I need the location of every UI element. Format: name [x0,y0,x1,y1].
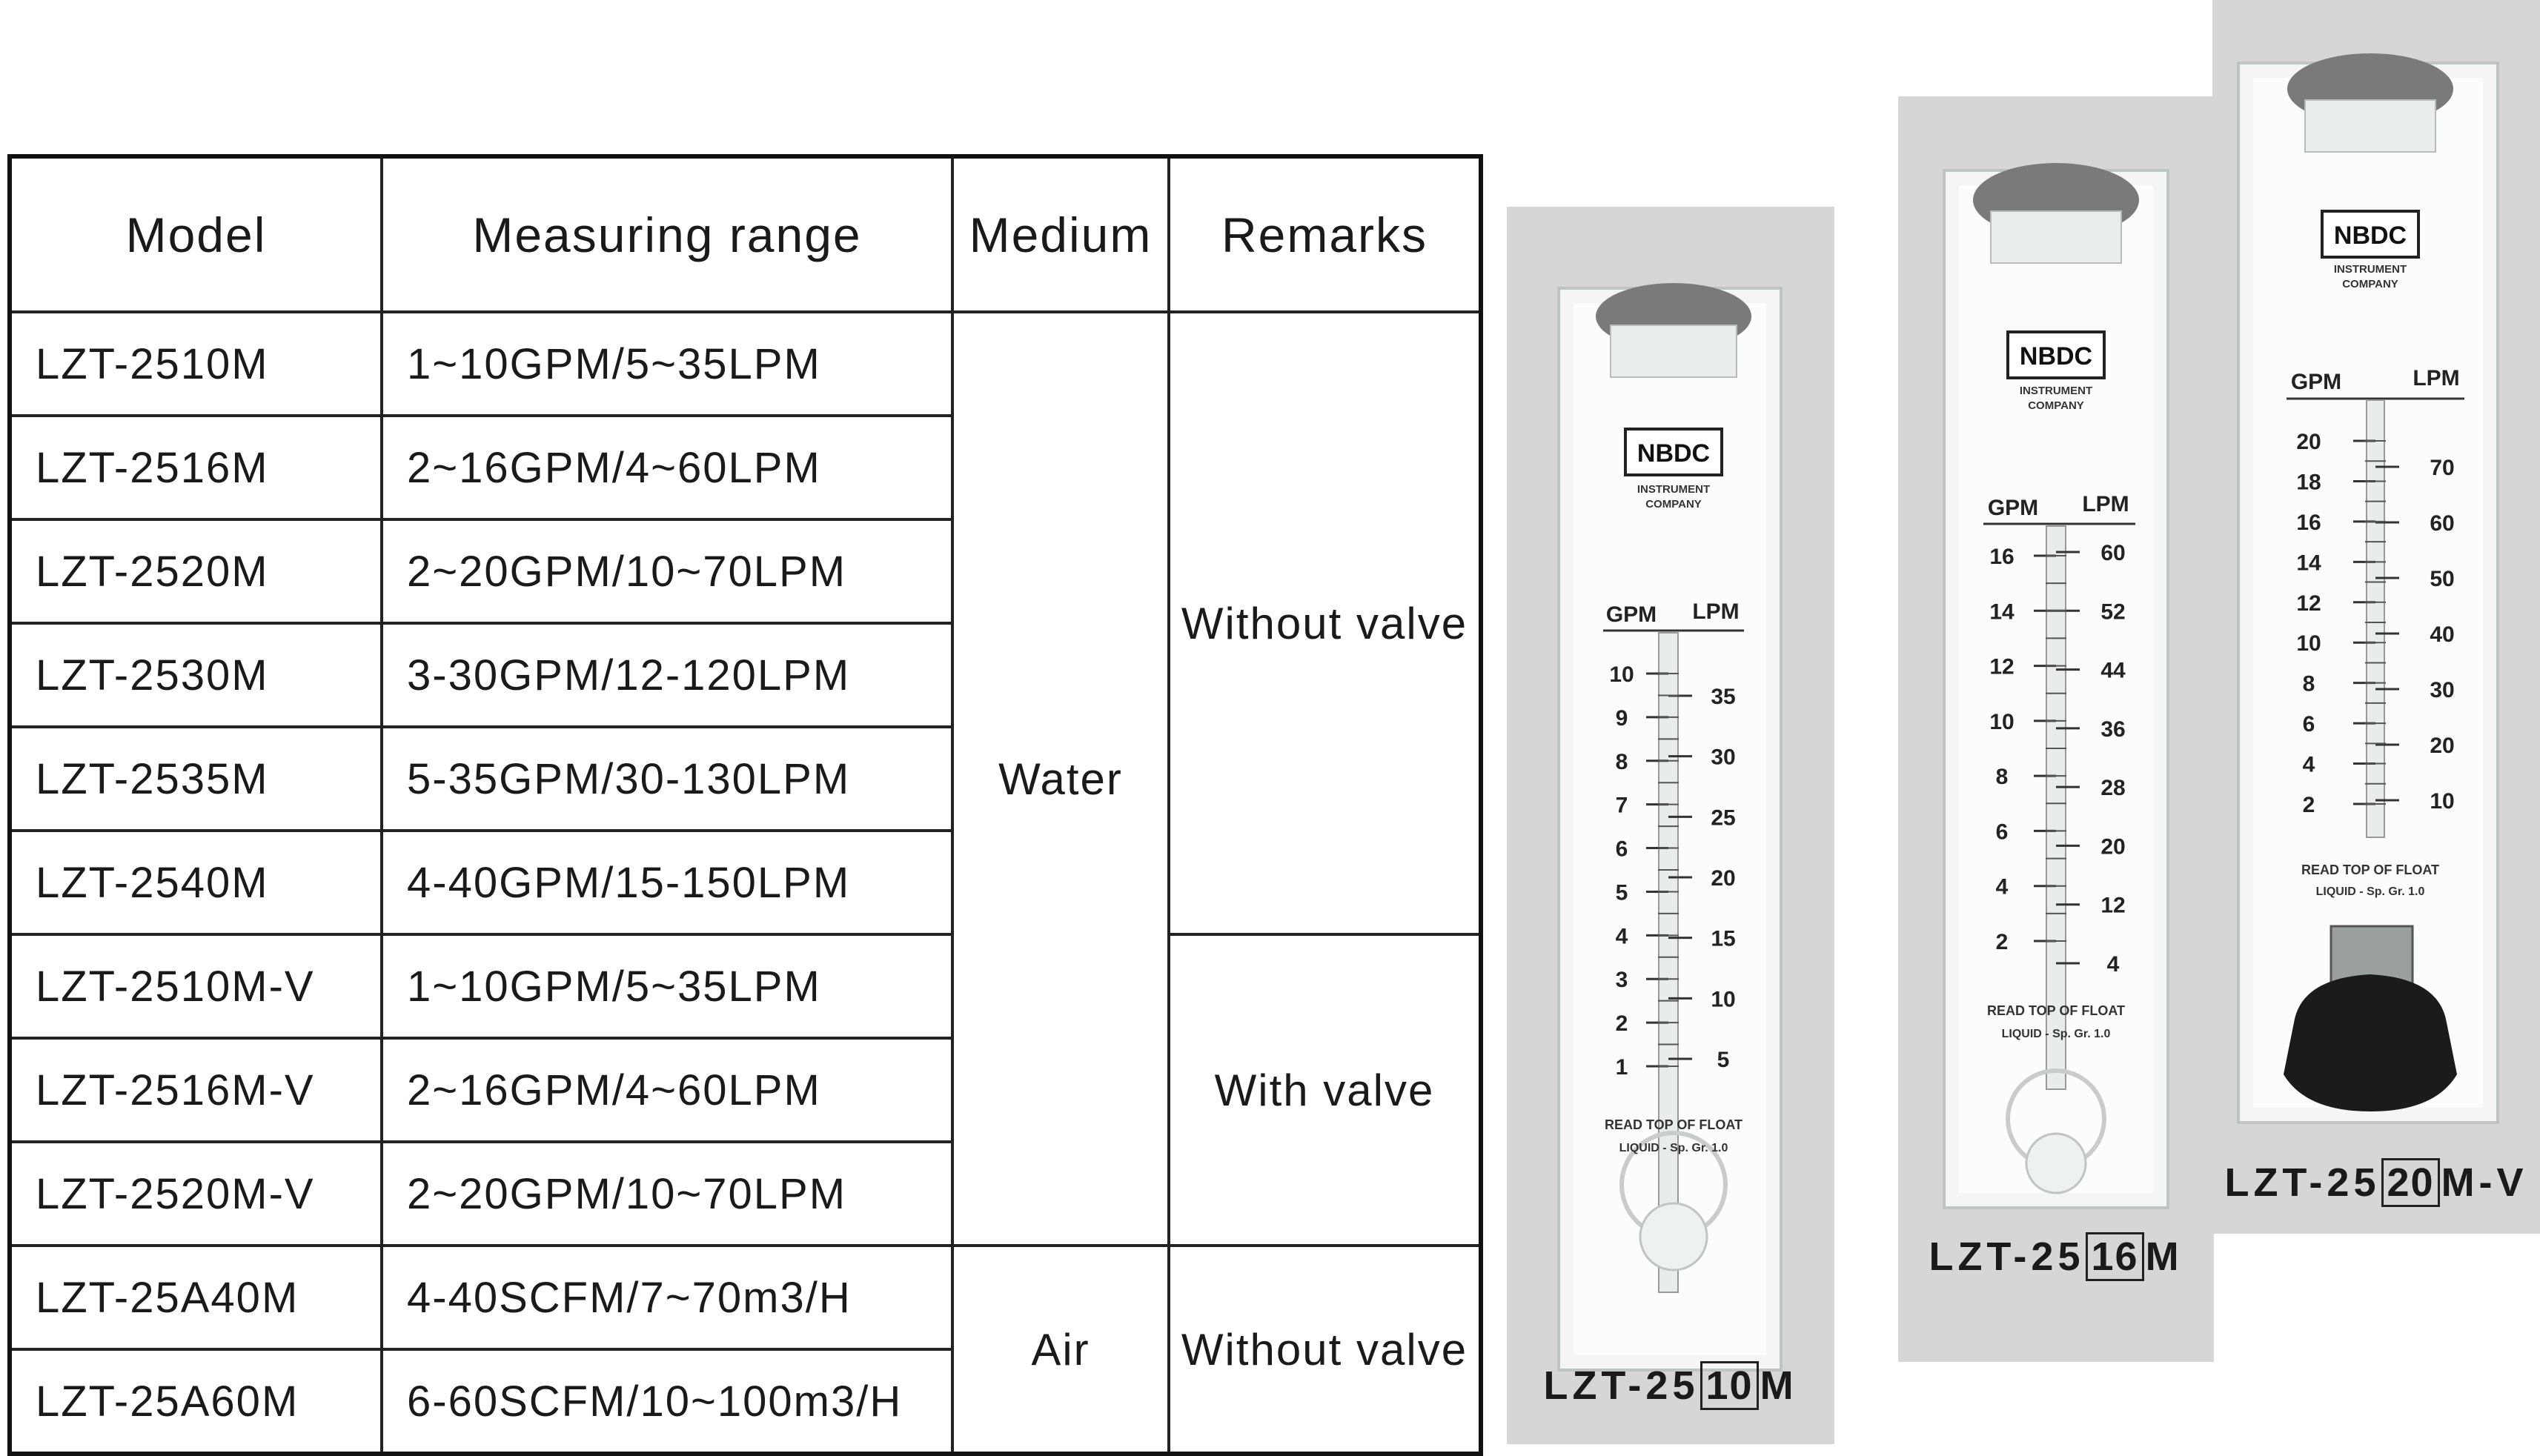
scale-label-left: 5 [1615,880,1628,905]
scale-label-right: 20 [2430,734,2455,758]
scale-label-right: 40 [2430,622,2455,647]
product-caption: LZT-25 20 M-V [2212,1160,2540,1206]
scale-label-right: 15 [1711,926,1736,951]
scale-label-right: 60 [2430,511,2455,536]
unit-lpm: LPM [2413,366,2460,390]
scale-label-right: 12 [2100,893,2126,918]
range-cell: 3-30GPM/12-120LPM [382,623,952,727]
scale-label-left: 2 [1615,1011,1628,1037]
scale-label-left: 20 [2296,430,2321,454]
medium-water-cell: Water [952,312,1169,1246]
flowmeter-2520m-v-illustration [2212,0,2540,1234]
scale-label-left: 14 [2296,551,2321,576]
scale-label-right: 30 [1711,745,1736,770]
scale-label-left: 8 [2302,671,2315,697]
model-cell: LZT-2535M [10,727,382,831]
svg-text:INSTRUMENT: INSTRUMENT [2019,385,2093,397]
table-row [10,312,1481,416]
scale-label-right: 44 [2100,658,2126,683]
scale-label-left: 16 [2296,510,2321,535]
table-row [10,934,1481,1038]
remarks-air-without-valve-cell: Without valve [1169,1246,1481,1454]
scale-label-left: 18 [2296,470,2321,495]
model-cell: LZT-2510M-V [10,934,382,1038]
scale-label-left: 10 [1989,709,2015,734]
scale-label-left: 14 [1989,599,2015,625]
scale-label-left: 10 [1609,662,1634,687]
scale-label-left: 7 [1615,793,1628,818]
medium-air-cell: Air [952,1246,1169,1454]
scale-label-left: 4 [2302,752,2315,777]
scale-label-right: 28 [2100,776,2126,801]
svg-text:COMPANY: COMPANY [2342,278,2398,290]
scale-label-left: 12 [1989,654,2015,679]
svg-text:INSTRUMENT: INSTRUMENT [2333,263,2407,276]
range-cell: 2~16GPM/4~60LPM [382,416,952,519]
flowmeter-2516m-illustration [1898,96,2214,1362]
svg-text:LIQUID - Sp. Gr. 1.0: LIQUID - Sp. Gr. 1.0 [2315,885,2425,898]
range-cell: 2~20GPM/10~70LPM [382,519,952,623]
scale-label-left: 2 [2302,793,2315,817]
product-caption: LZT-25 10 M [1507,1363,1834,1409]
scale-label-left: 6 [1995,820,2009,845]
unit-gpm: GPM [2290,370,2342,394]
svg-text:COMPANY: COMPANY [2028,399,2084,412]
scale-label-left: 8 [1615,749,1628,774]
brand-label: NBDC [2333,222,2407,250]
table-header-row [10,156,1481,312]
svg-text:READ TOP OF FLOAT: READ TOP OF FLOAT [1604,1117,1743,1132]
model-cell: LZT-2516M-V [10,1038,382,1142]
scale-label-left: 10 [2296,631,2321,656]
range-cell: 4-40GPM/15-150LPM [382,831,952,934]
remarks-without-valve-cell: Without valve [1169,312,1481,934]
scale-label-right: 35 [1711,685,1736,709]
model-cell: LZT-25A60M [10,1349,382,1454]
scale-label-right: 36 [2100,717,2126,742]
product-caption: LZT-25 16 M [1898,1234,2214,1280]
model-cell: LZT-2530M [10,623,382,727]
range-cell: 5-35GPM/30-130LPM [382,727,952,831]
remarks-with-valve-cell: With valve [1169,934,1481,1246]
scale-label-right: 50 [2430,567,2455,591]
brand-label: NBDC [2019,342,2093,370]
scale-label-right: 10 [1711,987,1736,1012]
valve-knob-icon [2284,974,2457,1111]
range-cell: 1~10GPM/5~35LPM [382,934,952,1038]
scale-label-left: 4 [1995,874,2009,900]
scale-label-right: 20 [2100,834,2126,860]
scale-label-right: 25 [1711,805,1736,831]
header-model: Model [10,156,382,312]
brand-label: NBDC [1637,439,1711,468]
range-cell: 6-60SCFM/10~100m3/H [382,1349,952,1454]
scale-label-left: 6 [2302,712,2315,737]
scale-label-right: 30 [2430,678,2455,702]
scale-label-right: 20 [1711,866,1736,891]
range-cell: 2~16GPM/4~60LPM [382,1038,952,1142]
range-cell: 1~10GPM/5~35LPM [382,312,952,416]
svg-text:INSTRUMENT: INSTRUMENT [1637,483,1711,496]
scale-label-left: 3 [1615,968,1628,993]
scale-label-right: 4 [2106,952,2120,977]
scale-label-right: 5 [1717,1048,1730,1072]
svg-text:LIQUID - Sp. Gr. 1.0: LIQUID - Sp. Gr. 1.0 [2001,1028,2111,1040]
model-cell: LZT-2510M [10,312,382,416]
product-panel-lzt-2520m-v [2212,0,2540,1234]
scale-label-right: 52 [2100,599,2126,625]
model-cell: LZT-2516M [10,416,382,519]
scale-label-left: 16 [1989,545,2015,569]
scale-label-left: 9 [1615,705,1628,731]
scale-label-right: 70 [2430,456,2455,480]
scale-label-right: 10 [2430,789,2455,814]
model-cell: LZT-2520M-V [10,1142,382,1246]
unit-lpm: LPM [2082,492,2129,516]
header-medium: Medium [952,156,1169,312]
scale-label-left: 8 [1995,765,2009,790]
scale-label-right: 60 [2100,541,2126,565]
model-cell: LZT-2520M [10,519,382,623]
range-cell: 4-40SCFM/7~70m3/H [382,1246,952,1349]
product-panel-lzt-2510m [1507,207,1834,1444]
svg-text:COMPANY: COMPANY [1645,498,1702,511]
product-panel-lzt-2516m [1898,96,2214,1362]
unit-gpm: GPM [1987,496,2039,520]
spec-table [7,154,1483,1456]
model-cell: LZT-25A40M [10,1246,382,1349]
scale-label-left: 1 [1615,1055,1628,1080]
range-cell: 2~20GPM/10~70LPM [382,1142,952,1246]
unit-lpm: LPM [1692,599,1740,624]
unit-gpm: GPM [1605,602,1657,627]
model-cell: LZT-2540M [10,831,382,934]
scale-label-left: 6 [1615,837,1628,862]
header-measuring-range: Measuring range [382,156,952,312]
scale-label-left: 2 [1995,930,2009,954]
scale-label-left: 4 [1615,924,1628,949]
header-remarks: Remarks [1169,156,1481,312]
scale-label-left: 12 [2296,591,2321,616]
svg-text:READ TOP OF FLOAT: READ TOP OF FLOAT [1986,1003,2126,1018]
svg-text:LIQUID - Sp. Gr. 1.0: LIQUID - Sp. Gr. 1.0 [1619,1142,1728,1154]
svg-text:READ TOP OF FLOAT: READ TOP OF FLOAT [2301,862,2440,877]
table-row [10,1246,1481,1349]
flowmeter-2510m-illustration [1507,207,1834,1444]
